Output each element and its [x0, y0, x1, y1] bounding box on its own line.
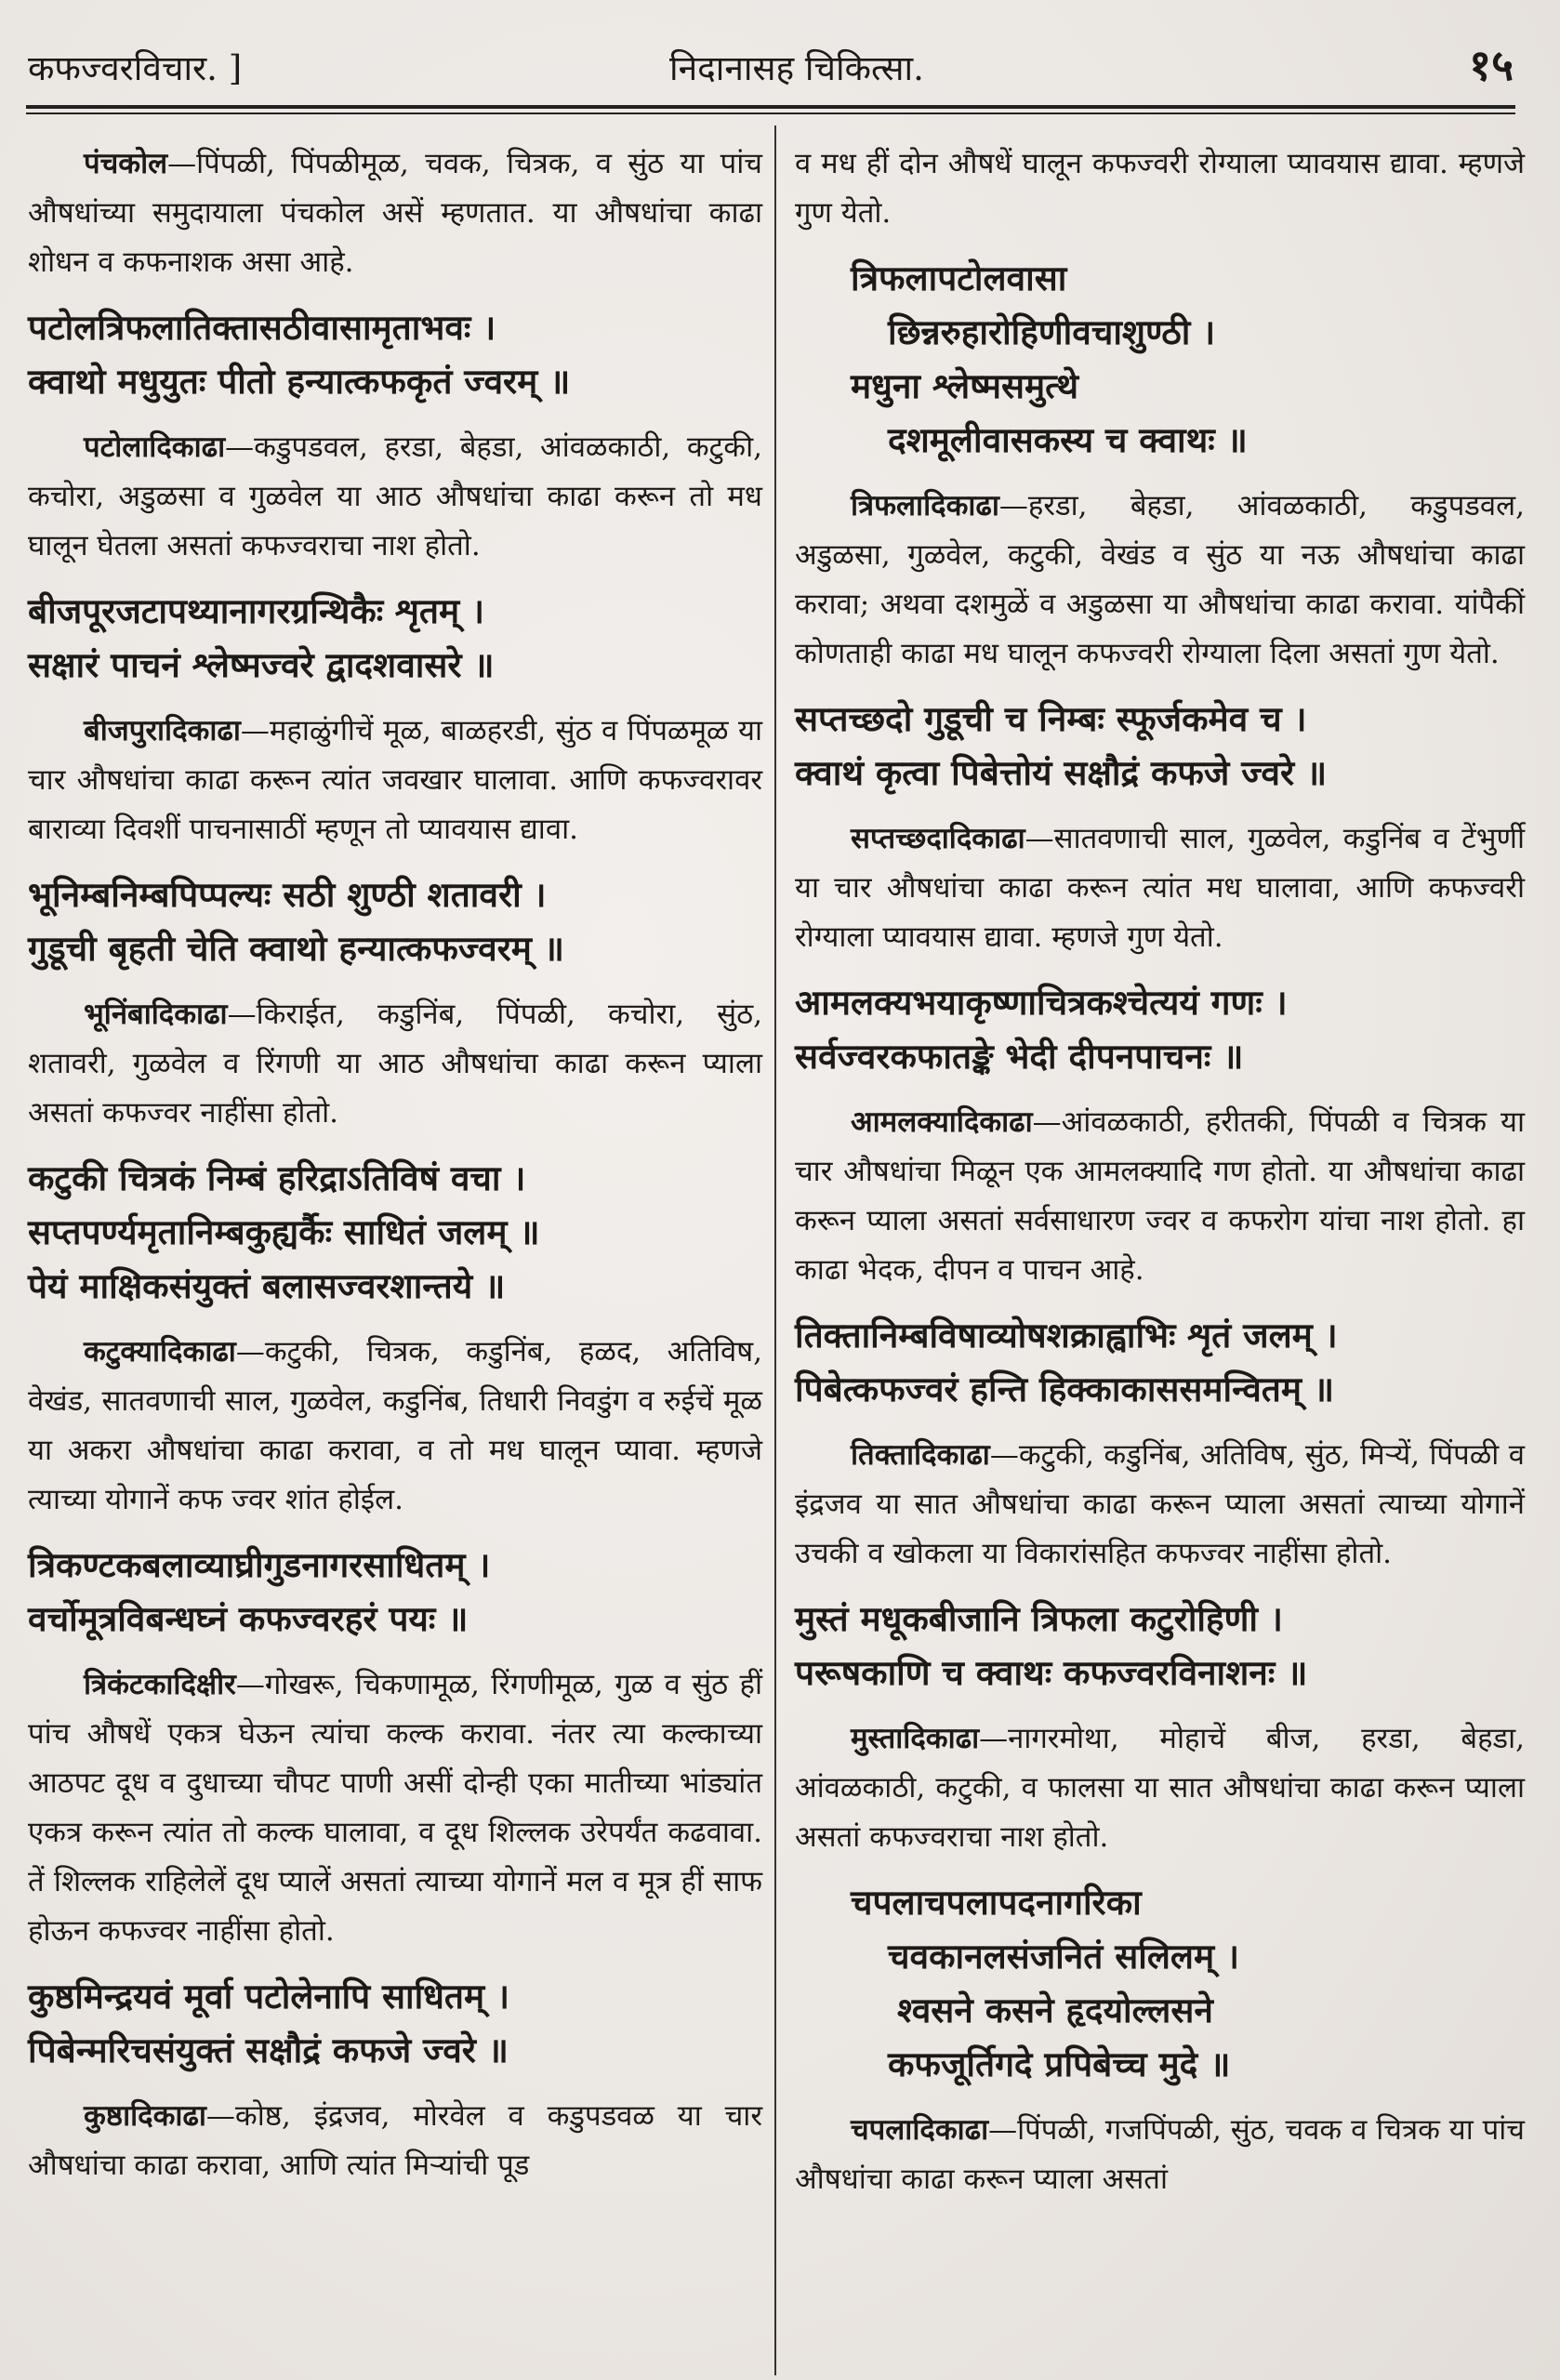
remedy-term: तिक्तादिकाढा	[851, 1438, 990, 1472]
paragraph-text: —पिंपळी, गजपिंपळी, सुंठ, चवक व चित्रक या पांच औषधांचा काढा करून प्याला असतां	[795, 2113, 1525, 2196]
remedy-term: कटुक्यादिकाढा	[84, 1335, 236, 1368]
remedy-term: चपलादिकाढा	[851, 2113, 989, 2147]
verse-line: सक्षारं पाचनं श्लेष्मज्वरे द्वादशवासरे ॥	[28, 644, 495, 685]
verse-line: चवकानलसंजनितं सलिलम् ।	[888, 1936, 1240, 1977]
paragraph	[795, 1431, 1525, 1579]
verse-line: कटुकी चित्रकं निम्बं हरिद्राऽतिविषं वचा ।	[28, 1157, 526, 1198]
remedy-term: सप्तच्छदादिकाढा	[851, 822, 1025, 855]
paragraph-text: —महाळुंगीचें मूळ, बाळहरडी, सुंठ व पिंपळमूळ या चार औषधांचा काढा करून त्यांत जवखार घालावा. आणि कफज्वरावर बाराव्या दिवशीं पाचनासाठीं म्हणून तो प्यावयास द्यावा.	[28, 714, 762, 846]
header-rule-thick	[26, 105, 1515, 109]
remedy-term: आमलक्यादिकाढा	[851, 1105, 1033, 1139]
verse-line: सप्तच्छदो गुडूची च निम्बः स्फूर्जकमेव च ।	[795, 698, 1307, 739]
sanskrit-verse	[795, 251, 1525, 467]
verse-line: मुस्तं मधूकबीजानि त्रिफला कटुरोहिणी ।	[795, 1598, 1283, 1639]
paragraph	[28, 707, 762, 854]
verse-line: गुडूची बृहती चेति क्वाथो हन्यात्कफज्वरम् ॥	[28, 928, 564, 969]
verse-line: कुष्ठमिन्द्रयवं मूर्वा पटोलेनापि साधितम् ।	[28, 1976, 510, 2016]
verse-line: कफजूर्तिगदे प्रपिबेच्च मुदे ॥	[888, 2043, 1231, 2084]
paragraph-text: —गोखरू, चिकणामूळ, रिंगणीमूळ, गुळ व सुंठ हीं पांच औषधें एकत्र घेऊन त्यांचा कल्क करावा. नंतर त्या कल्काच्या आठपट दूध व दुधाच्या चौपट पाणी असीं दोन्ही एका मातीच्या भांड्यांत एकत्र करून त्यांत तो कल्क घालावा, व दूध शिल्लक उरेपर्यंत कढवावा. तें शिल्लक राहिलेलें दूध प्यालें असतां त्याच्या योगानें मल व मूत्र हीं साफ होऊन कफज्वर नाहींसा होतो.	[28, 1668, 762, 1948]
remedy-term: भूनिंबादिकाढा	[84, 998, 228, 1031]
verse-line: छिन्नरुहारोहिणीवचाशुण्ठी ।	[888, 311, 1216, 352]
paragraph	[28, 1328, 762, 1525]
sanskrit-verse	[28, 300, 762, 408]
remedy-term: पटोलादिकाढा	[84, 430, 226, 464]
remedy-term: त्रिफलादिकाढा	[851, 489, 999, 522]
paragraph	[795, 139, 1525, 238]
sanskrit-verse	[795, 975, 1525, 1083]
paragraph	[795, 1098, 1525, 1295]
sanskrit-verse	[28, 584, 762, 692]
paragraph-text: —हरडा, बेहडा, आंवळकाठी, कडुपडवल, अडुळसा, गुळवेल, कटुकी, वेखंड व सुंठ या नऊ औषधांचा काढा करावा; अथवा दशमुळें व अडुळसा या औषधांचा काढा करावा. यांपैकीं कोणताही काढा मध घालून कफज्वरी रोग्याला दिला असतां गुण येतो.	[795, 489, 1525, 670]
column-divider	[774, 126, 776, 2375]
verse-line: भूनिम्बनिम्बपिप्पल्यः सठी शुण्ठी शतावरी ।	[28, 874, 547, 915]
verse-line: क्वाथं कृत्वा पिबेत्तोयं सक्षौद्रं कफजे ज्वरे ॥	[795, 752, 1328, 793]
paragraph-text: —कडुपडवल, हरडा, बेहडा, आंवळकाठी, कटुकी, कचोरा, अडुळसा व गुळवेल या आठ औषधांचा काढा करून तो मध घालून घेतला असतां कफज्वराचा नाश होतो.	[28, 430, 762, 562]
verse-line: दशमूलीवासकस्य च क्वाथः ॥	[888, 419, 1248, 460]
verse-line: पिबेत्कफज्वरं हन्ति हिक्काकाससमन्वितम् ॥	[795, 1368, 1335, 1409]
sanskrit-verse	[28, 1151, 762, 1313]
right-column	[795, 139, 1525, 2217]
header-rule-thin	[26, 112, 1515, 114]
verse-line: सर्वज्वरकफातङ्के भेदी दीपनपाचनः ॥	[795, 1036, 1244, 1077]
verse-line: पेयं माक्षिकसंयुक्तं बलासज्वरशान्तये ॥	[28, 1265, 506, 1306]
sanskrit-verse	[795, 1308, 1525, 1416]
verse-line: त्रिफलापटोलवासा	[851, 258, 1067, 298]
verse-line: मधुना श्लेष्मसमुत्थे	[851, 365, 1078, 406]
paragraph-text: —आंवळकाठी, हरीतकी, पिंपळी व चित्रक या चार औषधांचा मिळून एक आमलक्यादि गण होतो. या औषधांचा काढा करून प्याला असतां सर्वसाधारण ज्वर व कफरोग यांचा नाश होतो. हा काढा भेदक, दीपन व पाचन आहे.	[795, 1105, 1525, 1287]
verse-line: बीजपूरजटापथ्यानागरग्रन्थिकैः शृतम् ।	[28, 590, 485, 631]
sanskrit-verse	[28, 867, 762, 975]
verse-line: क्वाथो मधुयुतः पीतो हन्यात्कफकृतं ज्वरम् ॥	[28, 361, 571, 402]
paragraph	[28, 2092, 762, 2190]
sanskrit-verse	[795, 692, 1525, 800]
paragraph	[28, 139, 762, 287]
sanskrit-verse	[795, 1875, 1525, 2091]
paragraph	[28, 1660, 762, 1956]
paragraph-text: —कोष्ठ, इंद्रजव, मोरवेल व कडुपडवळ या चार औषधांचा काढा करावा, आणि त्यांत मिऱ्यांची पूड	[28, 2099, 762, 2182]
verse-line: वर्चोमूत्रविबन्धघ्नं कफज्वरहरं पयः ॥	[28, 1598, 469, 1639]
paragraph-text: —नागरमोथा, मोहाचें बीज, हरडा, बेहडा, आंवळकाठी, कटुकी, व फालसा या सात औषधांचा काढा करून प्याला असतां कफज्वराचा नाश होतो.	[795, 1722, 1525, 1854]
left-column	[28, 139, 762, 2203]
sanskrit-verse	[28, 1538, 762, 1646]
verse-line: तिक्तानिम्बविषाव्योषशक्राह्वाभिः शृतं जलम् ।	[795, 1315, 1338, 1355]
verse-line: पटोलत्रिफलातिक्तासठीवासामृताभवः ।	[28, 307, 496, 348]
paragraph-text: —किराईत, कडुनिंब, पिंपळी, कचोरा, सुंठ, शतावरी, गुळवेल व रिंगणी या आठ औषधांचा काढा करून प्याला असतां कफज्वर नाहींसा होतो.	[28, 998, 762, 1130]
page-number: १५	[1469, 40, 1514, 90]
paragraph	[28, 990, 762, 1138]
paragraph-text: —कटुकी, चित्रक, कडुनिंब, हळद, अतिविष, वेखंड, सातवणाची साल, गुळवेल, कडुनिंब, तिधारी निवडुंग व रुईचें मूळ या अकरा औषधांचा काढा करावा, व तो मध घालून प्यावा. म्हणजे त्याच्या योगानें कफ ज्वर शांत होईल.	[28, 1335, 762, 1516]
remedy-term: कुष्ठादिकाढा	[84, 2099, 206, 2133]
verse-line: सप्तपर्ण्यमृतानिम्बकुह्यर्कैः साधितं जलम् ॥	[28, 1211, 540, 1252]
remedy-term: बीजपुरादिकाढा	[84, 714, 241, 747]
verse-line: त्रिकण्टकबलाव्याघ्रीगुडनागरसाधितम् ।	[28, 1544, 491, 1585]
paragraph-text: व मध हीं दोन औषधें घालून कफज्वरी रोग्याला प्यावयास द्यावा. म्हणजे गुण येतो.	[795, 147, 1525, 230]
page-header	[28, 35, 1514, 91]
paragraph	[28, 423, 762, 571]
sanskrit-verse	[795, 1592, 1525, 1699]
verse-line: परूषकाणि च क्वाथः कफज्वरविनाशनः ॥	[795, 1652, 1308, 1693]
paragraph	[795, 2106, 1525, 2204]
remedy-term: पंचकोल	[84, 147, 168, 180]
remedy-term: त्रिकंटकादिक्षीर	[84, 1668, 236, 1701]
paragraph	[795, 1714, 1525, 1862]
verse-line: चपलाचपलापदनागरिका	[851, 1882, 1142, 1923]
paragraph-text: —सातवणाची साल, गुळवेल, कडुनिंब व टेंभुर्णी या चार औषधांचा काढा करून त्यांत मध घालावा, आणि कफज्वरी रोग्याला प्यावयास द्यावा. म्हणजे गुण येतो.	[795, 822, 1525, 954]
paragraph-text: —पिंपळी, पिंपळीमूळ, चवक, चित्रक, व सुंठ या पांच औषधांच्या समुदायाला पंचकोल असें म्हणतात. या औषधांचा काढा शोधन व कफनाशक असा आहे.	[28, 147, 762, 279]
running-head-center: निदानासह चिकित्सा.	[669, 48, 924, 88]
running-head-left: कफज्वरविचार. ]	[28, 48, 243, 88]
paragraph-text: —कटुकी, कडुनिंब, अतिविष, सुंठ, मिऱ्यें, पिंपळी व इंद्रजव या सात औषधांचा काढा करून प्याला असतां त्याच्या योगानें उचकी व खोकला या विकारांसहित कफज्वर नाहींसा होतो.	[795, 1438, 1525, 1570]
paragraph	[795, 482, 1525, 679]
verse-line: श्वसने कसने हृदयोल्लसने	[897, 1990, 1213, 2030]
paragraph	[795, 814, 1525, 962]
sanskrit-verse	[28, 1969, 762, 2077]
verse-line: आमलक्यभयाकृष्णाचित्रकश्चेत्ययं गणः ।	[795, 982, 1288, 1023]
remedy-term: मुस्तादिकाढा	[851, 1722, 980, 1755]
verse-line: पिबेन्मरिचसंयुक्तं सक्षौद्रं कफजे ज्वरे ॥	[28, 2030, 509, 2070]
